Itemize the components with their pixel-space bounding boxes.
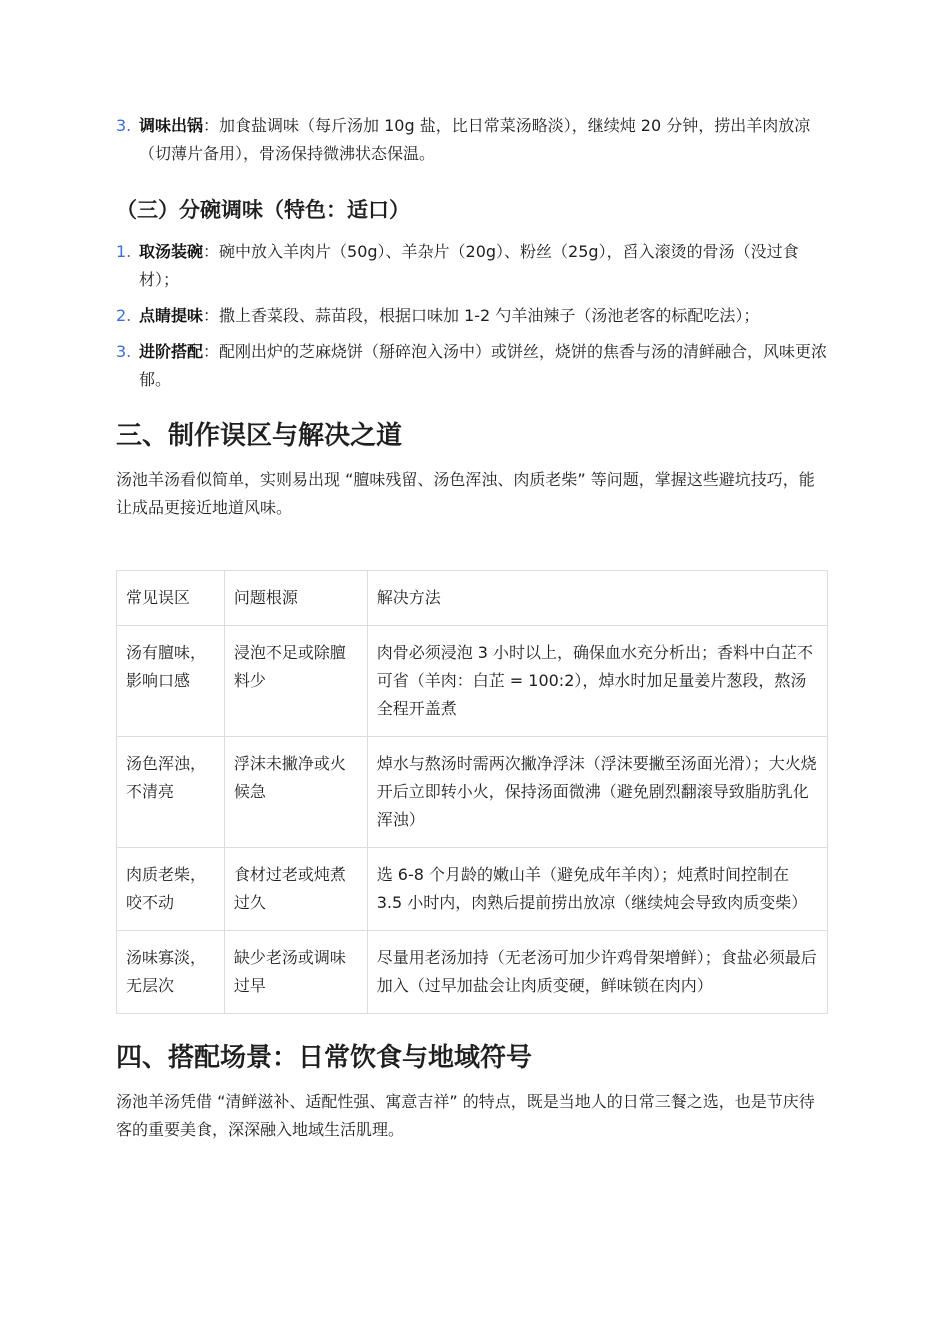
table-row [117, 737, 828, 848]
list-item-text: ：加食盐调味（每斤汤加 10g 盐，比日常菜汤略淡），继续炖 20 分钟，捞出羊肉放凉（切薄片备用），骨汤保持微沸状态保温。 [139, 116, 811, 163]
table-row [117, 626, 828, 737]
section-intro-pairing: 汤池羊汤凭借 “清鲜滋补、适配性强、寓意吉祥” 的特点，既是当地人的日常三餐之选，也是节庆待客的重要美食，深深融入地域生活肌理。 [116, 1092, 815, 1139]
table-cell: 缺少老汤或调味过早 [224, 931, 367, 1014]
list-item-text: ：撒上香菜段、蒜苗段，根据口味加 1-2 勺羊油辣子（汤池老客的标配吃法）； [203, 306, 760, 325]
list-item-text: ：配刚出炉的芝麻烧饼（掰碎泡入汤中）或饼丝，烧饼的焦香与汤的清鲜融合，风味更浓郁。 [139, 342, 828, 389]
step-list-serving [116, 238, 828, 394]
table-cell: 食材过老或炖煮过久 [224, 848, 367, 931]
table-cell: 肉骨必须浸泡 3 小时以上，确保血水充分析出；香料中白芷不可省（羊肉：白芷 = 100:2），焯水时加足量姜片葱段，熬汤全程开盖煮 [367, 626, 827, 737]
table-row [117, 848, 828, 931]
list-item-title: 进阶搭配 [139, 342, 204, 361]
list-number: 3. [116, 342, 132, 361]
table-cell: 浸泡不足或除膻料少 [224, 626, 367, 737]
list-item-title: 点睛提味 [139, 306, 204, 325]
list-item-text: ：碗中放入羊肉片（50g）、羊杂片（20g）、粉丝（25g），舀入滚烫的骨汤（没过食材）； [139, 242, 799, 289]
table-header-row [117, 571, 828, 626]
list-item [116, 338, 828, 394]
list-item-title: 调味出锅 [139, 116, 204, 135]
table-cell: 汤有膻味，影响口感 [117, 626, 225, 737]
table-cell: 尽量用老汤加持（无老汤可加少许鸡骨架增鲜）；食盐必须最后加入（过早加盐会让肉质变硬，鲜味锁在肉内） [367, 931, 827, 1014]
list-item-title: 取汤装碗 [139, 242, 204, 261]
document-page [116, 112, 828, 1144]
table-cell: 焯水与熬汤时需两次撇净浮沫（浮沫要撇至汤面光滑）；大火烧开后立即转小火，保持汤面微沸（避免剧烈翻滚导致脂肪乳化浑浊） [367, 737, 827, 848]
list-item [116, 112, 828, 168]
table-cell: 汤色浑浊，不清亮 [117, 737, 225, 848]
table-header-cell: 解决方法 [367, 571, 827, 626]
list-number: 3. [116, 116, 132, 135]
list-number: 1. [116, 242, 132, 261]
section-heading-mistakes: 三、制作误区与解决之道 [116, 421, 403, 451]
mistakes-table [116, 570, 828, 1014]
table-cell: 选 6-8 个月龄的嫩山羊（避免成年羊肉）；炖煮时间控制在 3.5 小时内，肉熟后提前捞出放凉（继续炖会导致肉质变柴） [367, 848, 827, 931]
subheading-serving: （三）分碗调味（特色：适口） [116, 198, 410, 222]
table-header-cell: 问题根源 [224, 571, 367, 626]
table-cell: 汤味寡淡，无层次 [117, 931, 225, 1014]
step-list-cooking [116, 112, 828, 168]
section-heading-pairing: 四、搭配场景：日常饮食与地域符号 [116, 1043, 533, 1073]
table-cell: 浮沫未撇净或火候急 [224, 737, 367, 848]
table-header-cell: 常见误区 [117, 571, 225, 626]
list-item [116, 238, 828, 294]
list-item [116, 302, 828, 330]
section-intro-mistakes: 汤池羊汤看似简单，实则易出现 “膻味残留、汤色浑浊、肉质老柴” 等问题，掌握这些避坑技巧，能让成品更接近地道风味。 [116, 470, 815, 517]
list-number: 2. [116, 306, 132, 325]
table-cell: 肉质老柴，咬不动 [117, 848, 225, 931]
table-row [117, 931, 828, 1014]
